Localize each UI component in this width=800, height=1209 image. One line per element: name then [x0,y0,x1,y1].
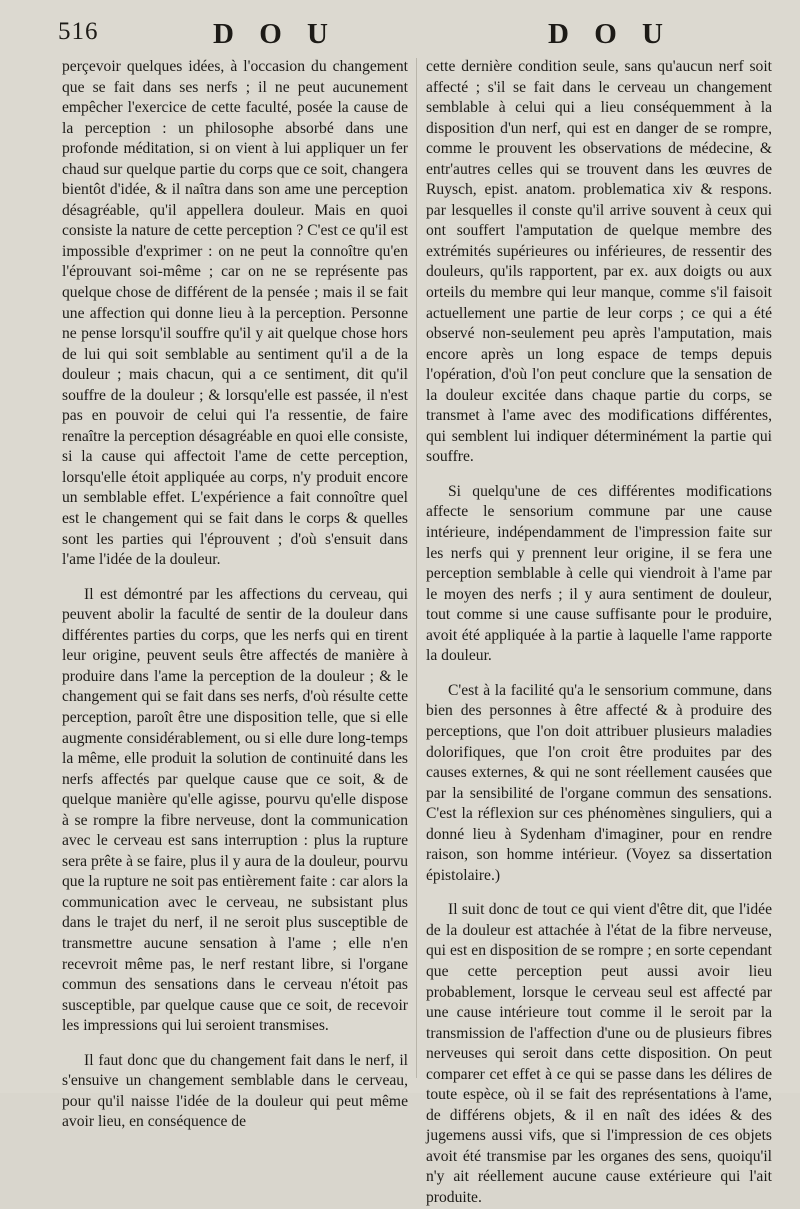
right-column [426,57,772,1209]
paragraph: Il est démontré par les affections du cerveau, qui peuvent abolir la faculté de sentir de la douleur dans différentes parties du corps, que les nerfs qui en tirent leur origine, peuvent seuls être affectés de manière à produire dans l'ame la perception de la douleur ; & le changement qui se fait dans ses nerfs, d'où résulte cette perception, paroît être une disposition telle, que si elle augmente considérablement, ou si elle dure long-temps la même, elle produit la solution de continuité dans les nerfs affectés par quelque cause que ce soit, & de quelque manière qu'elle agisse, pourvu qu'elle dispose à se rompre la fibre nerveuse, dont la communication avec le cerveau est sans interruption : plus la rupture sera prête à se faire, plus il y aura de la douleur, pourvu que la rupture ne soit pas entièrement faite : car alors la communication avec le cerveau, ne subsistant plus dans le trajet du nerf, il ne seroit plus susceptible de transmettre aucune sensation à l'ame ; elle n'en recevroit même pas, le nerf restant libre, si l'organe commun des sensations dans le cerveau n'étoit pas susceptible, par quelque cause que ce soit, de recevoir les impressions qui lui seroient transmises. [62,585,408,1035]
page-number: 516 [58,18,99,45]
running-head-left: D O U [213,18,337,50]
left-column [62,57,408,1133]
paragraph: Il suit donc de tout ce qui vient d'être dit, que l'idée de la douleur est attachée à l'état de la fibre nerveuse, qui est en disposition de se rompre ; en sorte cependant que cette perception peut aussi avoir lieu probablement, lorsque le cerveau seul est affecté par une cause intérieure tout comme il le seroit par la transmission de l'affection d'une ou de plusieurs fibres nerveuses qui seroit dans cette disposition. On peut comparer cet effet à ce qui se passe dans les délires de toute espèce, où il se fait des représentations à l'ame, de différens objets, & il en naît des idées & des jugemens aussi vifs, que si l'impression de ces objets avoit été transmise par les organes des sens, quoiqu'il n'y ait réellement aucune cause extérieure qui l'ait produite. [426,901,772,1206]
paragraph: C'est à la facilité qu'a le sensorium commune, dans bien des personnes à être affecté & à produire des perceptions, que l'on doit attribuer plusieurs maladies dolorifiques, que l'on croit être produites par des causes externes, & qui ne sont réellement causées que par la sensibilité de l'organe commun des sensations. C'est la réflexion sur ces phénomènes singuliers, qui a donné lieu à Sydenham d'imaginer, pour en rendre raison, son homme intérieur. (Voyez sa dissertation épistolaire.) [426,681,772,884]
paragraph: Il faut donc que du changement fait dans le nerf, il s'ensuive un changement semblable dans le cerveau, pour qu'il naisse l'idée de la douleur qui peut même avoir lieu, en conséquence de [62,1051,408,1131]
paragraph: cette dernière condition seule, sans qu'aucun nerf soit affecté ; s'il se fait dans le cerveau un changement semblable à celui qui a lieu conséquemment à la disposition d'un nerf, qui est en danger de se rompre, comme le prouvent les observations de médecine, & entr'autres celles qui se trouvent dans les œuvres de Ruysch, epist. anatom. problematica xiv & respons. par lesquelles il conste qu'il arrive souvent à ceux qui ont souffert l'amputation de quelque membre des extrémités supérieures ou inférieures, de ressentir des douleurs, qu'ils rapportent, par ex. aux doigts ou aux orteils du membre qui leur manque, comme s'il faisoit actuellement une partie de leur corps ; ce qui a été observé non-seulement peu après l'amputation, mais encore après un long espace de temps depuis l'opération, d'où l'on peut conclure que la sensation de la douleur excitée dans chaque partie du corps, se transmet à l'ame avec des modifications différentes, qui semblent lui indiquer déterminément la partie qui souffre. [426,58,772,466]
page-header [0,0,800,56]
paragraph: perçevoir quelques idées, à l'occasion du changement que se fait dans ses nerfs ; il ne peut aucunement empêcher l'exercice de cette faculté, posée la cause de la perception : un philosophe absorbé dans une profonde méditation, si on vient à lui appliquer un fer chaud sur quelque partie du corps que ce soit, changera bientôt d'idée, & il naîtra dans son ame une perception désagréable, qu'il appellera douleur. Mais en quoi consiste la nature de cette perception ? C'est ce qu'il est impossible d'exprimer : on ne peut la connoître qu'en l'éprouvant soi-même ; car on ne se représente pas quelque chose de différent de la pensée ; mais il se fait une affection qui donne lieu à la perception. Personne ne pense lorsqu'il souffre qu'il y ait quelque chose hors de lui qui soit semblable au sentiment qu'il a de la douleur ; mais chacun, qui a ce sentiment, dit qu'il souffre de la douleur ; & lorsqu'elle est passée, il n'est pas en pouvoir de celui qui l'a ressentie, de faire renaître la perception désagréable en quoi elle consiste, si la cause qui affectoit l'ame de cette perception, lorsqu'elle étoit appliquée au corps, n'y produit encore un semblable effet. L'expérience a fait connoître quel est le changement qui se fait dans le corps & quelles sont les parties qui l'éprouvent ; d'où s'ensuit dans l'ame l'idée de la douleur. [62,58,408,569]
running-head-right: D O U [548,18,672,50]
paragraph: Si quelqu'une de ces différentes modifications affecte le sensorium commune par une cause intérieure, indépendamment de l'impression faite sur les nerfs qui y prennent leur origine, il se fera une perception semblable à celle qui viendroit à l'ame par le moyen des nerfs ; il y aura sentiment de douleur, tout comme si une cause suffisante pour le produire, avoit été appliquée à la partie à laquelle l'ame rapporte la douleur. [426,482,772,665]
column-divider [416,58,417,1078]
